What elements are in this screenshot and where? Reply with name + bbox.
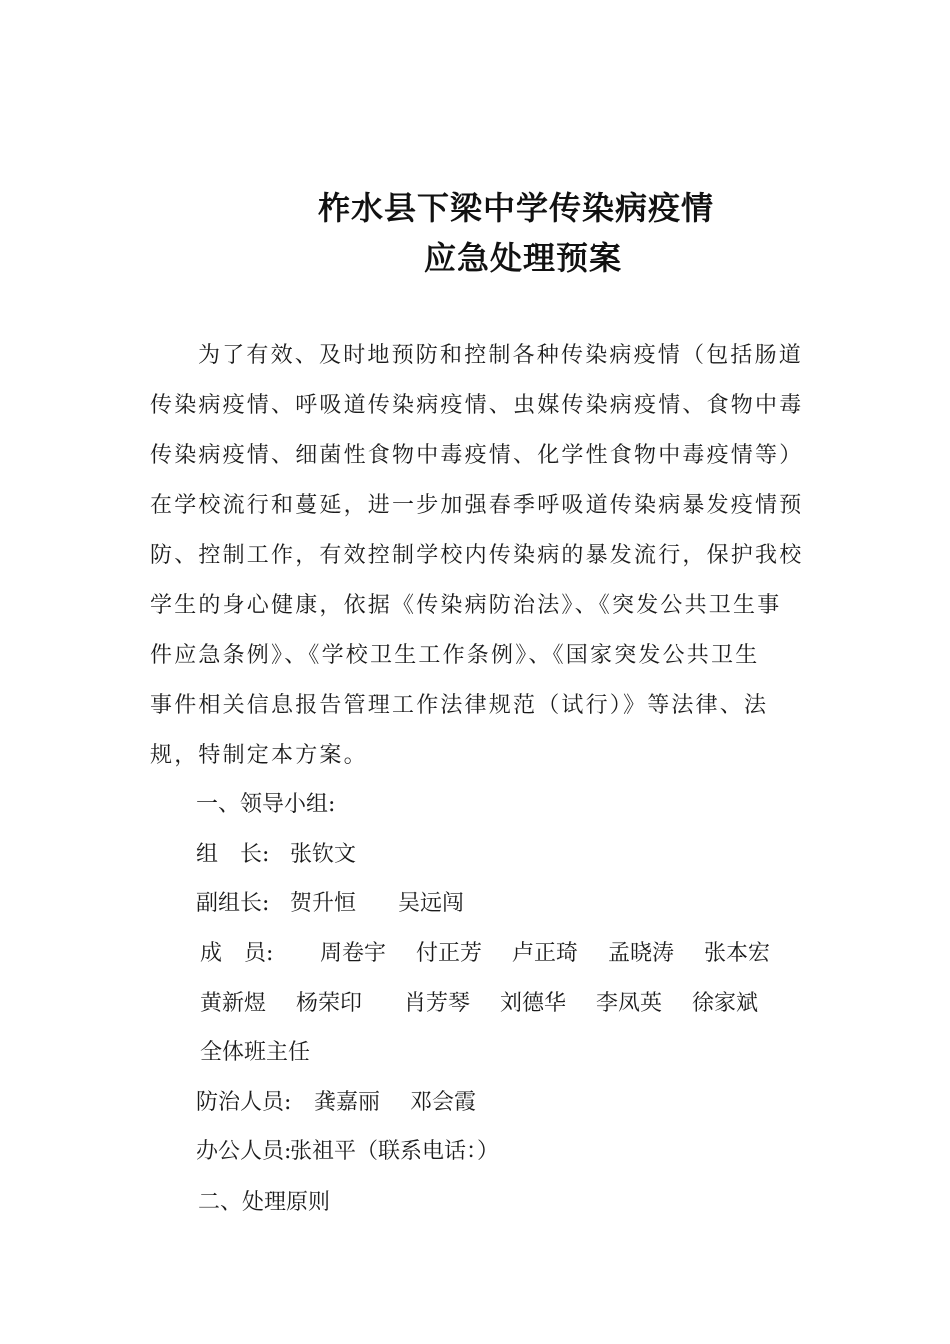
intro-line: 事件相关信息报告管理工作法律规范（试行）》等法律、法 [150,693,769,718]
member-name: 孟晓涛 [608,941,675,966]
leader-name: 张钦文 [290,842,357,867]
member-name: 黄新煜 [200,991,267,1016]
member-name: 李凤英 [596,991,663,1016]
member-name: 卢正琦 [512,941,579,966]
members-all-class-teachers: 全体班主任 [200,1040,311,1065]
section-heading-leadership: 一、领导小组: [196,792,336,817]
office-label: 办公人员: [196,1139,292,1164]
intro-line: 在学校流行和蔓延，进一步加强春季呼吸道传染病暴发疫情预 [150,493,804,518]
prevention-name: 邓会霞 [410,1090,477,1115]
section-heading-principles: 二、处理原则 [198,1190,331,1215]
member-name: 徐家斌 [692,991,759,1016]
deputy-label: 副组长: [196,891,270,916]
member-name: 刘德华 [500,991,567,1016]
intro-line: 为了有效、及时地预防和控制各种传染病疫情（包括肠道 [198,343,804,368]
intro-line: 传染病疫情、细菌性食物中毒疫情、化学性食物中毒疫情等） [150,443,804,468]
deputy-name: 吴远闯 [398,891,465,916]
intro-line: 传染病疫情、呼吸道传染病疫情、虫媒传染病疫情、食物中毒 [150,393,804,418]
leader-label: 组 长: [196,842,270,867]
member-name: 张本宏 [704,941,771,966]
office-contact: 张祖平（联系电话：） [290,1139,500,1164]
deputy-name: 贺升恒 [290,891,357,916]
member-name: 杨荣印 [296,991,363,1016]
member-name: 周卷宇 [320,941,387,966]
prevention-name: 龚嘉丽 [314,1090,381,1115]
members-label: 成 员: [200,941,274,966]
intro-line: 规，特制定本方案。 [150,743,368,768]
member-name: 肖芳琴 [404,991,471,1016]
document-title-line-1: 柞水县下梁中学传染病疫情 [318,189,715,227]
document-title-line-2: 应急处理预案 [424,239,623,277]
intro-line: 防、控制工作，有效控制学校内传染病的暴发流行，保护我校 [150,543,804,568]
member-name: 付正芳 [416,941,483,966]
prevention-label: 防治人员: [196,1090,292,1115]
intro-line: 件应急条例》、《学校卫生工作条例》、《国家突发公共卫生 [150,643,760,668]
intro-line: 学生的身心健康，依据《传染病防治法》、《突发公共卫生事 [150,593,782,618]
